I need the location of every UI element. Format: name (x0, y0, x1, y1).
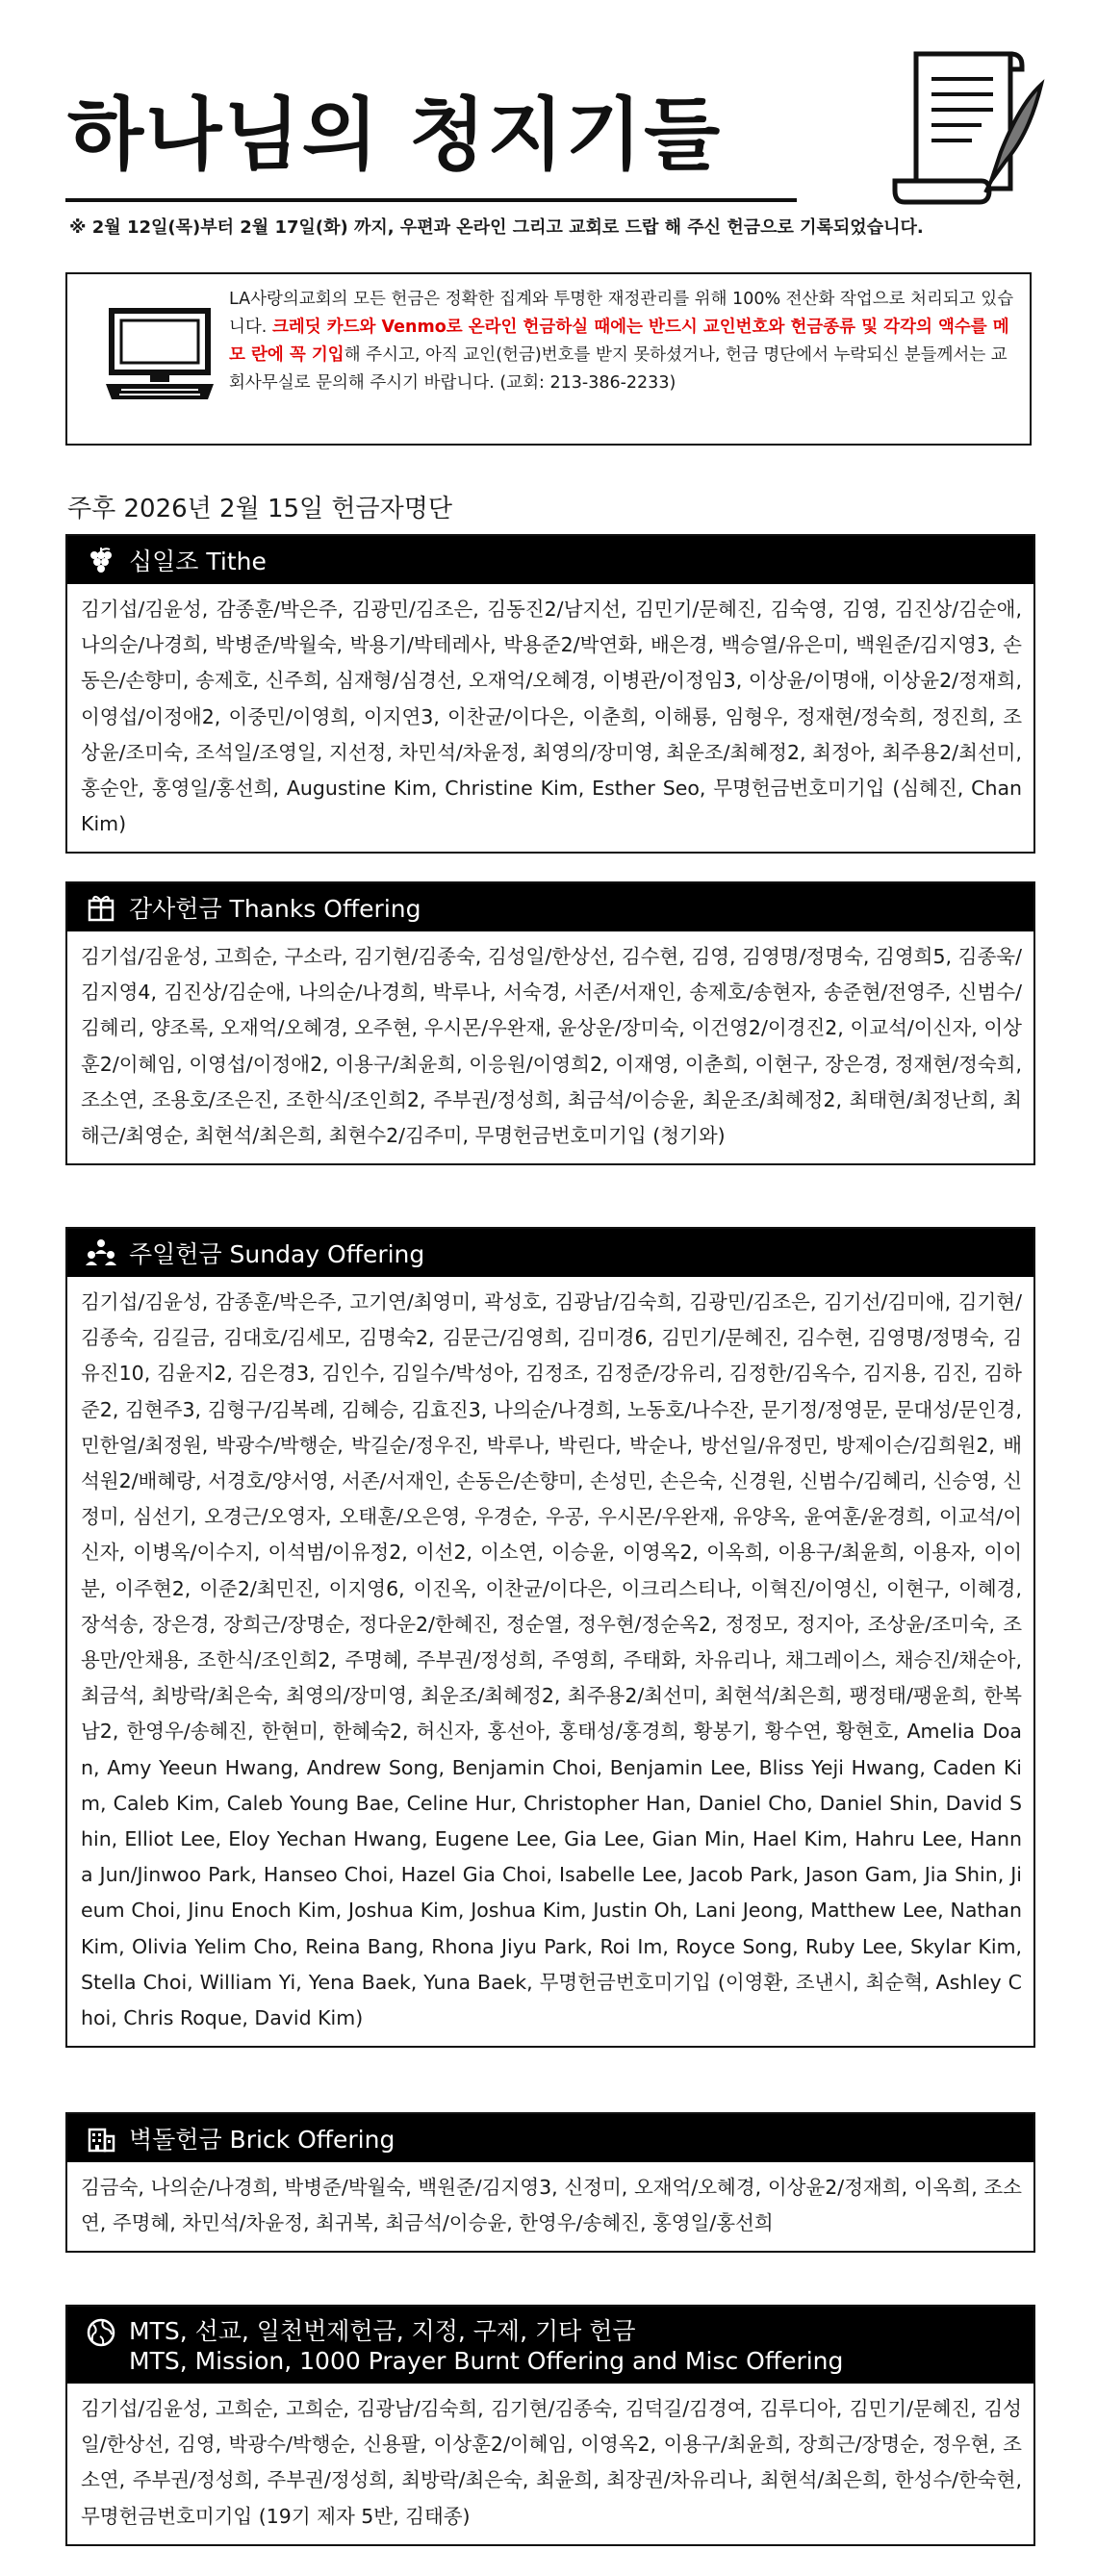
section-header (67, 1229, 1033, 1277)
building-icon (85, 2122, 117, 2155)
section-title: 감사헌금 Thanks Offering (129, 895, 421, 923)
brick-names: 김금숙, 나의순/나경희, 박병준/박월숙, 백원준/김지영3, 신정미, 오재억/오혜경, 이상윤2/정재희, 이옥희, 조소연, 주명혜, 차민석/차윤정, 최귀복, 최금석/이승윤, 한영우/송혜진, 홍영일/홍선희 (81, 2176, 1022, 2235)
notice-text-2: 해 주시고, 아직 교인(헌금)번호를 받지 못하셨거나, 헌금 명단에서 누락되신 분들께서는 교회사무실로 문의해 주시기 바랍니다. (교회: 213-386-2233) (229, 345, 1008, 393)
section-header (67, 2307, 1033, 2384)
computer-icon (102, 307, 217, 403)
notice-box (65, 272, 1032, 446)
section-brick (65, 2112, 1035, 2253)
record-period-note: ※ 2월 12일(목)부터 2월 17일(화) 까지, 우편과 온라인 그리고 교회로 드랍 해 주신 헌금으로 기록되었습니다. (69, 217, 924, 238)
section-sunday (65, 1227, 1035, 2048)
people-icon (85, 1237, 117, 1269)
section-title: 벽돌헌금 Brick Offering (129, 2126, 395, 2154)
scroll-quill-icon (866, 37, 1049, 219)
section-thanks (65, 881, 1035, 1165)
notice-text-1: LA사랑의교회의 모든 헌금은 정확한 집계와 투명한 재정관리를 위해 100% 전산화 작업으로 처리되고 있습니다. (229, 290, 1014, 337)
section-tithe (65, 534, 1035, 854)
globe-icon (85, 2316, 117, 2349)
section-mts (65, 2305, 1035, 2546)
sunday-names: 김기섭/김윤성, 감종훈/박은주, 고기연/최영미, 곽성호, 김광남/김숙희, 김광민/김조은, 김기선/김미애, 김기현/김종숙, 김길금, 김대호/김세모, 김명숙2, 김문근/김영희, 김미경6, 김민기/문혜진, 김수현, 김영명/정명숙, 김유진10, 김윤지2, 김은경3, 김인수, 김일수/박성아, 김정조, 김정준/강유리, 김정한/김옥수, 김지용, 김진, 김하준2, 김현주3, 김형구/김복례, 김혜승, 김효진3, 나의순/나경희, 노동호/나수잔, 문기정/정영문, 문대성/문인경, 민한얼/최정원, 박광수/박행순, 박길순/정우진, 박루나, 박린다, 박순나, 방선일/유정민, 방제이슨/김희원2, 배석원2/배혜랑, 서경호/양서영, 서존/서재인, 손동은/손향미, 손성민, 손은숙, 신경원, 신범수/김혜리, 신승영, 신정미, 심선기, 오경근/오영자, 오태훈/오은영, 우경순, 우공, 우시몬/우완재, 유양옥, 윤여훈/윤경희, 이교석/이신자, 이병옥/이수지, 이석범/이유정2, 이선2, 이소연, 이승윤, 이영옥2, 이옥희, 이용구/최윤희, 이용자, 이이분, 이주현2, 이준2/최민진, 이지영6, 이진옥, 이찬균/이다은, 이크리스티나, 이혁진/이영신, 이현구, 이혜경, 장석송, 장은경, 장희근/장명순, 정다운2/한혜진, 정순열, 정우현/정순옥2, 정정모, 정지아, 조상윤/조미숙, 조용만/안채용, 조한식/조인희2, 주명혜, 주부권/정성희, 주영희, 주태화, 차유리나, 채그레이스, 채승진/채순아, 최금석, 최방락/최은숙, 최영의/장미영, 최운조/최혜정2, 최주용2/최선미, 최현석/최은희, 팽정태/팽윤희, 한복남2, 한영우/송혜진, 한현미, 한혜숙2, 허신자, 홍선아, 홍태성/홍경희, 황봉기, 황수연, 황현호, Amelia Doan, Amy Yeeun Hwang, Andrew Song, Benjamin Choi, Benjamin Lee, Bliss Yeji Hwang, Caden Kim, Caleb Kim, Caleb Young Bae, Celine Hur, Christopher Han, Daniel Cho, Daniel Shin, David Shin, Elliot Lee, Eloy Yechan Hwang, Eugene Lee, Gia Lee, Gian Min, Hael Kim, Hahru Lee, Hanna Jun/Jinwoo Park, Hanseo Choi, Hazel Gia Choi, Isabelle Lee, Jacob Park, Jason Gam, Jia Shin, Jieum Choi, Jinu Enoch Kim, Joshua Kim, Joshua Kim, Justin Oh, Lani Jeong, Matthew Lee, Nathan Kim, Olivia Yelim Cho, Reina Bang, Rhona Jiyu Park, Roi Im, Royce Song, Ruby Lee, Skylar Kim, Stella Choi, William Yi, Yena Baek, Yuna Baek, 무명헌금번호미기입 (이영환, 조낸시, 최순혁, Ashley Choi, Chris Roque, David Kim) (81, 1290, 1022, 2030)
section-header (67, 2114, 1033, 2162)
section-title-english: MTS, Mission, 1000 Prayer Burnt Offering and Misc Offering (129, 2347, 844, 2375)
section-title: 주일헌금 Sunday Offering (129, 1240, 425, 1268)
tithe-names: 김기섭/김윤성, 감종훈/박은주, 김광민/김조은, 김동진2/남지선, 김민기/문혜진, 김숙영, 김영, 김진상/김순애, 나의순/나경희, 박병준/박월숙, 박용기/박테레사, 박용준2/박연화, 배은경, 백승열/유은미, 백원준/김지영3, 손동은/손향미, 송제호, 신주희, 심재형/심경선, 오재억/오혜경, 이병관/이정임3, 이상윤/이명애, 이상윤2/정재희, 이영섭/이정애2, 이중민/이영희, 이지연3, 이찬균/이다은, 이춘희, 이해룡, 임형우, 정재현/정숙희, 정진희, 조상윤/조미숙, 조석일/조영일, 지선정, 차민석/차윤정, 최영의/장미영, 최운조/최혜정2, 최정아, 최주용2/최선미, 홍순안, 홍영일/홍선희, Augustine Kim, Christine Kim, Esther Seo, 무명헌금번호미기입 (심혜진, Chan Kim) (81, 598, 1022, 836)
thanks-names: 김기섭/김윤성, 고희순, 구소라, 김기현/김종숙, 김성일/한상선, 김수현, 김영, 김영명/정명숙, 김영희5, 김종욱/김지영4, 김진상/김순애, 나의순/나경희, 박루나, 서숙경, 서존/서재인, 송제호/송현자, 송준현/전영주, 신범수/김혜리, 양조록, 오재억/오혜경, 오주현, 우시몬/우완재, 윤상운/장미숙, 이건영2/이경진2, 이교석/이신자, 이상훈2/이혜임, 이영섭/이정애2, 이용구/최윤희, 이응원/이영희2, 이재영, 이춘희, 이현구, 장은경, 정재현/정숙희, 조소연, 조용호/조은진, 조한식/조인희2, 주부권/정성희, 최금석/이승윤, 최운조/최혜정2, 최태현/최정난희, 최해근/최영순, 최현석/최은희, 최현수2/김주미, 무명헌금번호미기입 (청기와) (81, 945, 1022, 1148)
service-date-heading: 주후 2026년 2월 15일 헌금자명단 (67, 495, 453, 523)
section-title: 십일조 Tithe (129, 548, 267, 575)
title-underline (65, 198, 797, 202)
gift-icon (85, 891, 117, 924)
grapes-icon (85, 544, 117, 576)
mts-names: 김기섭/김윤성, 고희순, 고희순, 김광남/김숙희, 김기현/김종숙, 김덕길/김경여, 김루디아, 김민기/문혜진, 김성일/한상선, 김영, 박광수/박행순, 신용팔, 이상훈2/이혜임, 이영옥2, 이용구/최윤희, 장희근/장명순, 정우현, 조소연, 주부권/정성희, 주부권/정성희, 최방락/최은숙, 최윤희, 최장권/차유리나, 최현석/최은희, 한성수/한숙현, 무명헌금번호미기입 (19기 제자 5반, 김태종) (81, 2397, 1022, 2528)
section-title-korean: MTS, 선교, 일천번제헌금, 지정, 구제, 기타 헌금 (129, 2317, 636, 2345)
page-title: 하나님의 청지기들 (67, 89, 723, 181)
notice-warning: 크레딧 카드와 Venmo로 온라인 헌금하실 때에는 반드시 교인번호와 헌금종류 및 각각의 액수를 메모 란에 꼭 기입 (229, 318, 1009, 365)
section-header (67, 536, 1033, 584)
notice-text (229, 286, 1018, 397)
section-header (67, 883, 1033, 931)
